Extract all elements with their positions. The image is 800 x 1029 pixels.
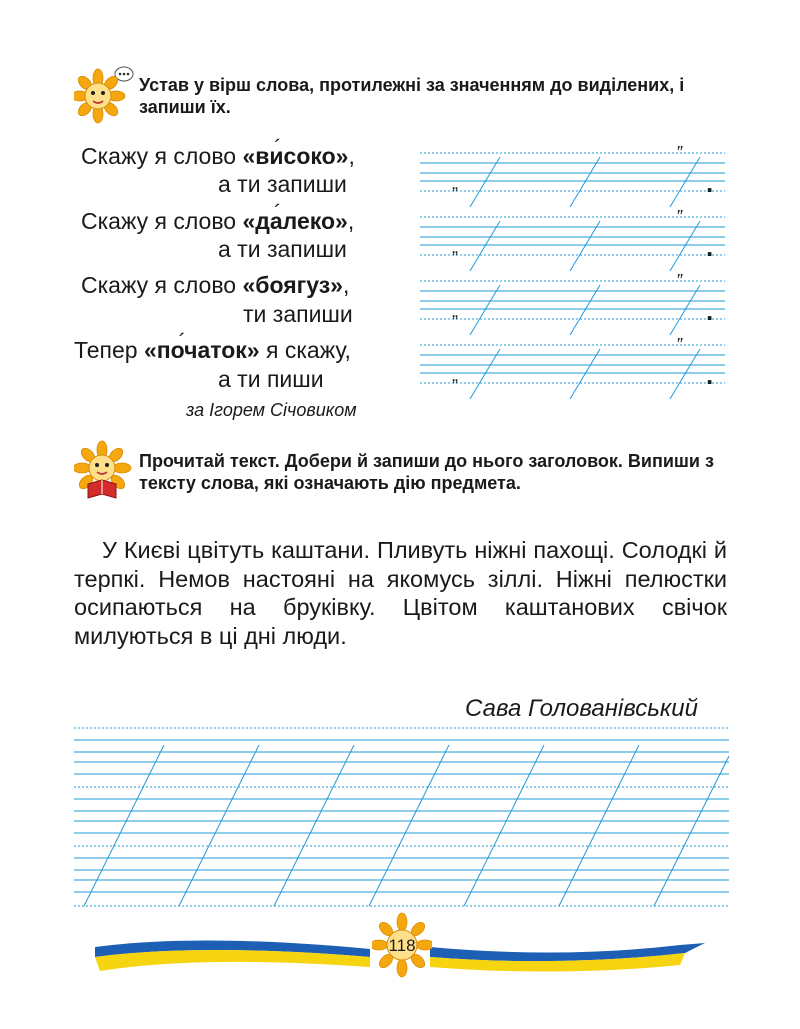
- writing-area[interactable]: [74, 723, 734, 913]
- task1-instruction: Устав у вірш слова, протилежні за значенням до виділених, і запиши їх.: [139, 75, 685, 117]
- poem-line-6: ти запиши: [243, 301, 353, 327]
- poem-line-3: [81, 207, 354, 235]
- sunflower-reading-icon: [74, 440, 134, 502]
- highlighted-word: «далеко» ´: [242, 208, 347, 234]
- poem-line-1: [81, 142, 355, 170]
- poem-line-5: [81, 271, 349, 299]
- open-quote-1: „: [452, 173, 458, 193]
- text-author: Сава Голованівський: [465, 695, 698, 722]
- period-3: .: [706, 296, 714, 326]
- poem-text: Скажу я слово: [81, 143, 243, 169]
- poem-line-7: [74, 336, 351, 364]
- poem-author: за Ігорем Січовиком: [186, 400, 357, 420]
- poem-text: Скажу я слово: [81, 208, 243, 234]
- open-quote-2: „: [452, 237, 458, 257]
- close-quote-2: ”: [676, 207, 682, 227]
- poem-writing-lines[interactable]: [420, 145, 730, 420]
- sunflower-thinking-icon: [74, 64, 134, 126]
- close-quote-3: ”: [676, 271, 682, 291]
- period-1: .: [706, 168, 714, 198]
- poem-text: Тепер: [74, 337, 144, 363]
- open-quote-3: „: [452, 301, 458, 321]
- poem-text: ,: [348, 143, 355, 169]
- reading-text: У Києві цвітуть каштани. Пливуть ніжні пахощі. Солодкі й терпкі. Немов настояні на якомусь зіллі. Ніжні пелюстки осипаються на бруківку. Цвітом каштанових свічок милуються в ці дні люди.: [74, 537, 727, 649]
- highlighted-word: «високо» ´: [242, 143, 348, 169]
- poem-text: ,: [342, 272, 350, 298]
- poem-text: Скажу я слово: [81, 272, 243, 298]
- poem-line-8: а ти пиши: [218, 366, 324, 392]
- period-4: .: [706, 360, 714, 390]
- poem-line-4: а ти запиши: [218, 236, 347, 262]
- page-number: 118: [388, 936, 416, 955]
- period-2: .: [706, 232, 714, 262]
- highlighted-word: «боягуз»: [242, 272, 343, 298]
- highlighted-word: «початок» ´: [144, 337, 260, 363]
- task2-instruction: Прочитай текст. Добери й запиши до нього заголовок. Випиши з тексту слова, які означають дію предмета.: [139, 451, 714, 493]
- close-quote-4: ”: [676, 335, 682, 355]
- poem-line-2: а ти запиши: [218, 171, 347, 197]
- close-quote-1: ”: [676, 143, 682, 163]
- poem-text: я скажу,: [259, 337, 351, 363]
- open-quote-4: „: [452, 365, 458, 385]
- poem-text: ,: [347, 208, 355, 234]
